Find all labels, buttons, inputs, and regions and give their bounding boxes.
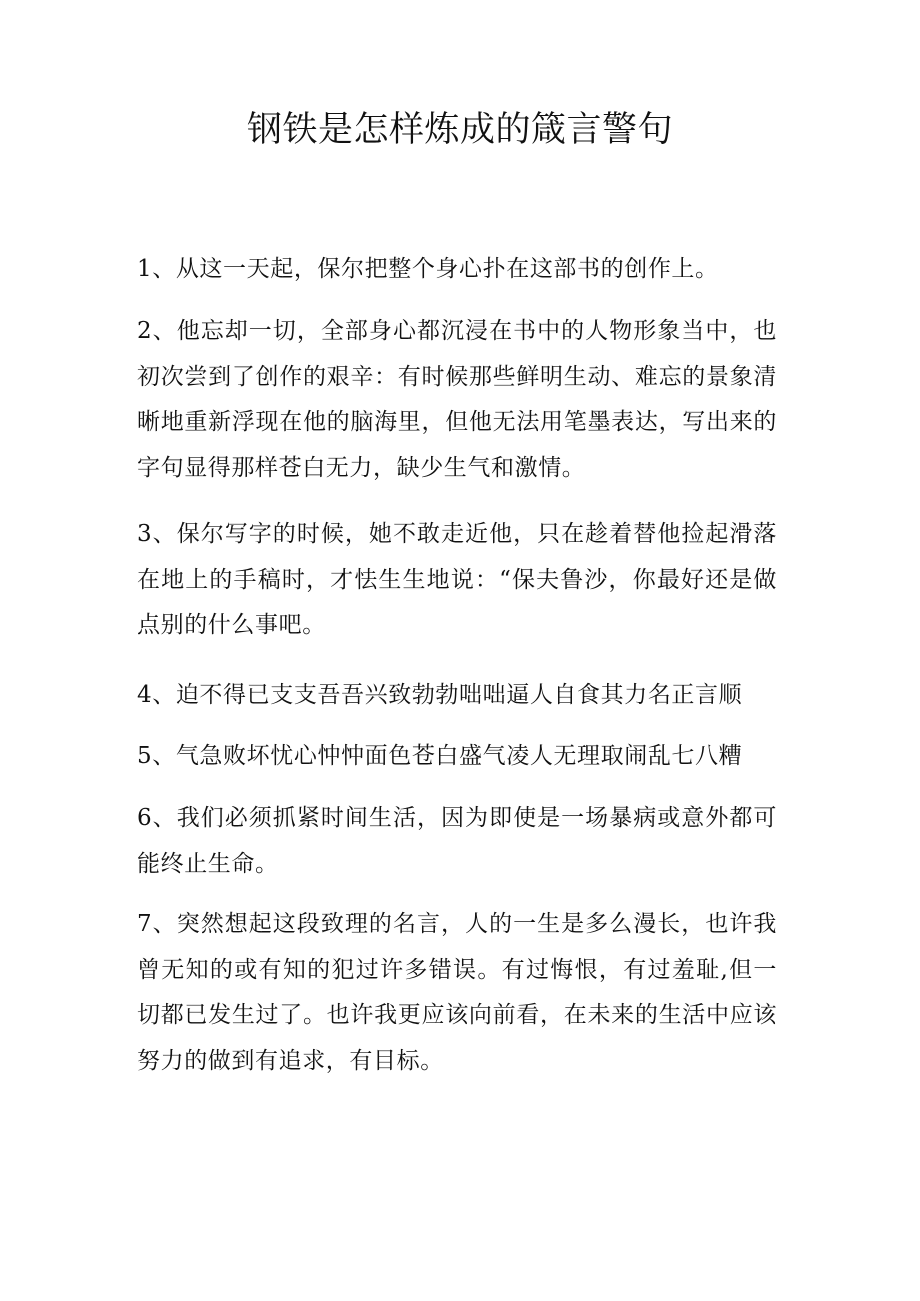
quote-item-4: 4、迫不得已支支吾吾兴致勃勃咄咄逼人自食其力名正言顺 bbox=[137, 682, 743, 708]
quote-item-3: 3、保尔写字的时候，她不敢走近他，只在趁着替他捡起滑落在地上的手稿时，才怯生生地说：“保夫鲁沙，你最好还是做点别的什么事吧。 bbox=[137, 521, 777, 638]
document-title: 钢铁是怎样炼成的箴言警句 bbox=[246, 110, 673, 150]
quote-item-6: 6、我们必须抓紧时间生活，因为即使是一场暴病或意外都可能终止生命。 bbox=[137, 805, 777, 877]
quote-item-2: 2、他忘却一切，全部身心都沉浸在书中的人物形象当中，也初次尝到了创作的艰辛：有时候那些鲜明生动、难忘的景象清晰地重新浮现在他的脑海里，但他无法用笔墨表达，写出来的字句显得那样苍白无力，缺少生气和激情。 bbox=[137, 318, 777, 481]
quote-item-5: 5、气急败坏忧心忡忡面色苍白盛气凌人无理取闹乱七八糟 bbox=[137, 743, 743, 769]
quote-item-1: 1、从这一天起，保尔把整个身心扑在这部书的创作上。 bbox=[137, 256, 719, 282]
quote-item-7: 7、突然想起这段致理的名言，人的一生是多么漫长，也许我曾无知的或有知的犯过许多错误。有过悔恨，有过羞耻,但一切都已发生过了。也许我更应该向前看，在未来的生活中应该努力的做到有追求，有目标。 bbox=[137, 911, 777, 1074]
